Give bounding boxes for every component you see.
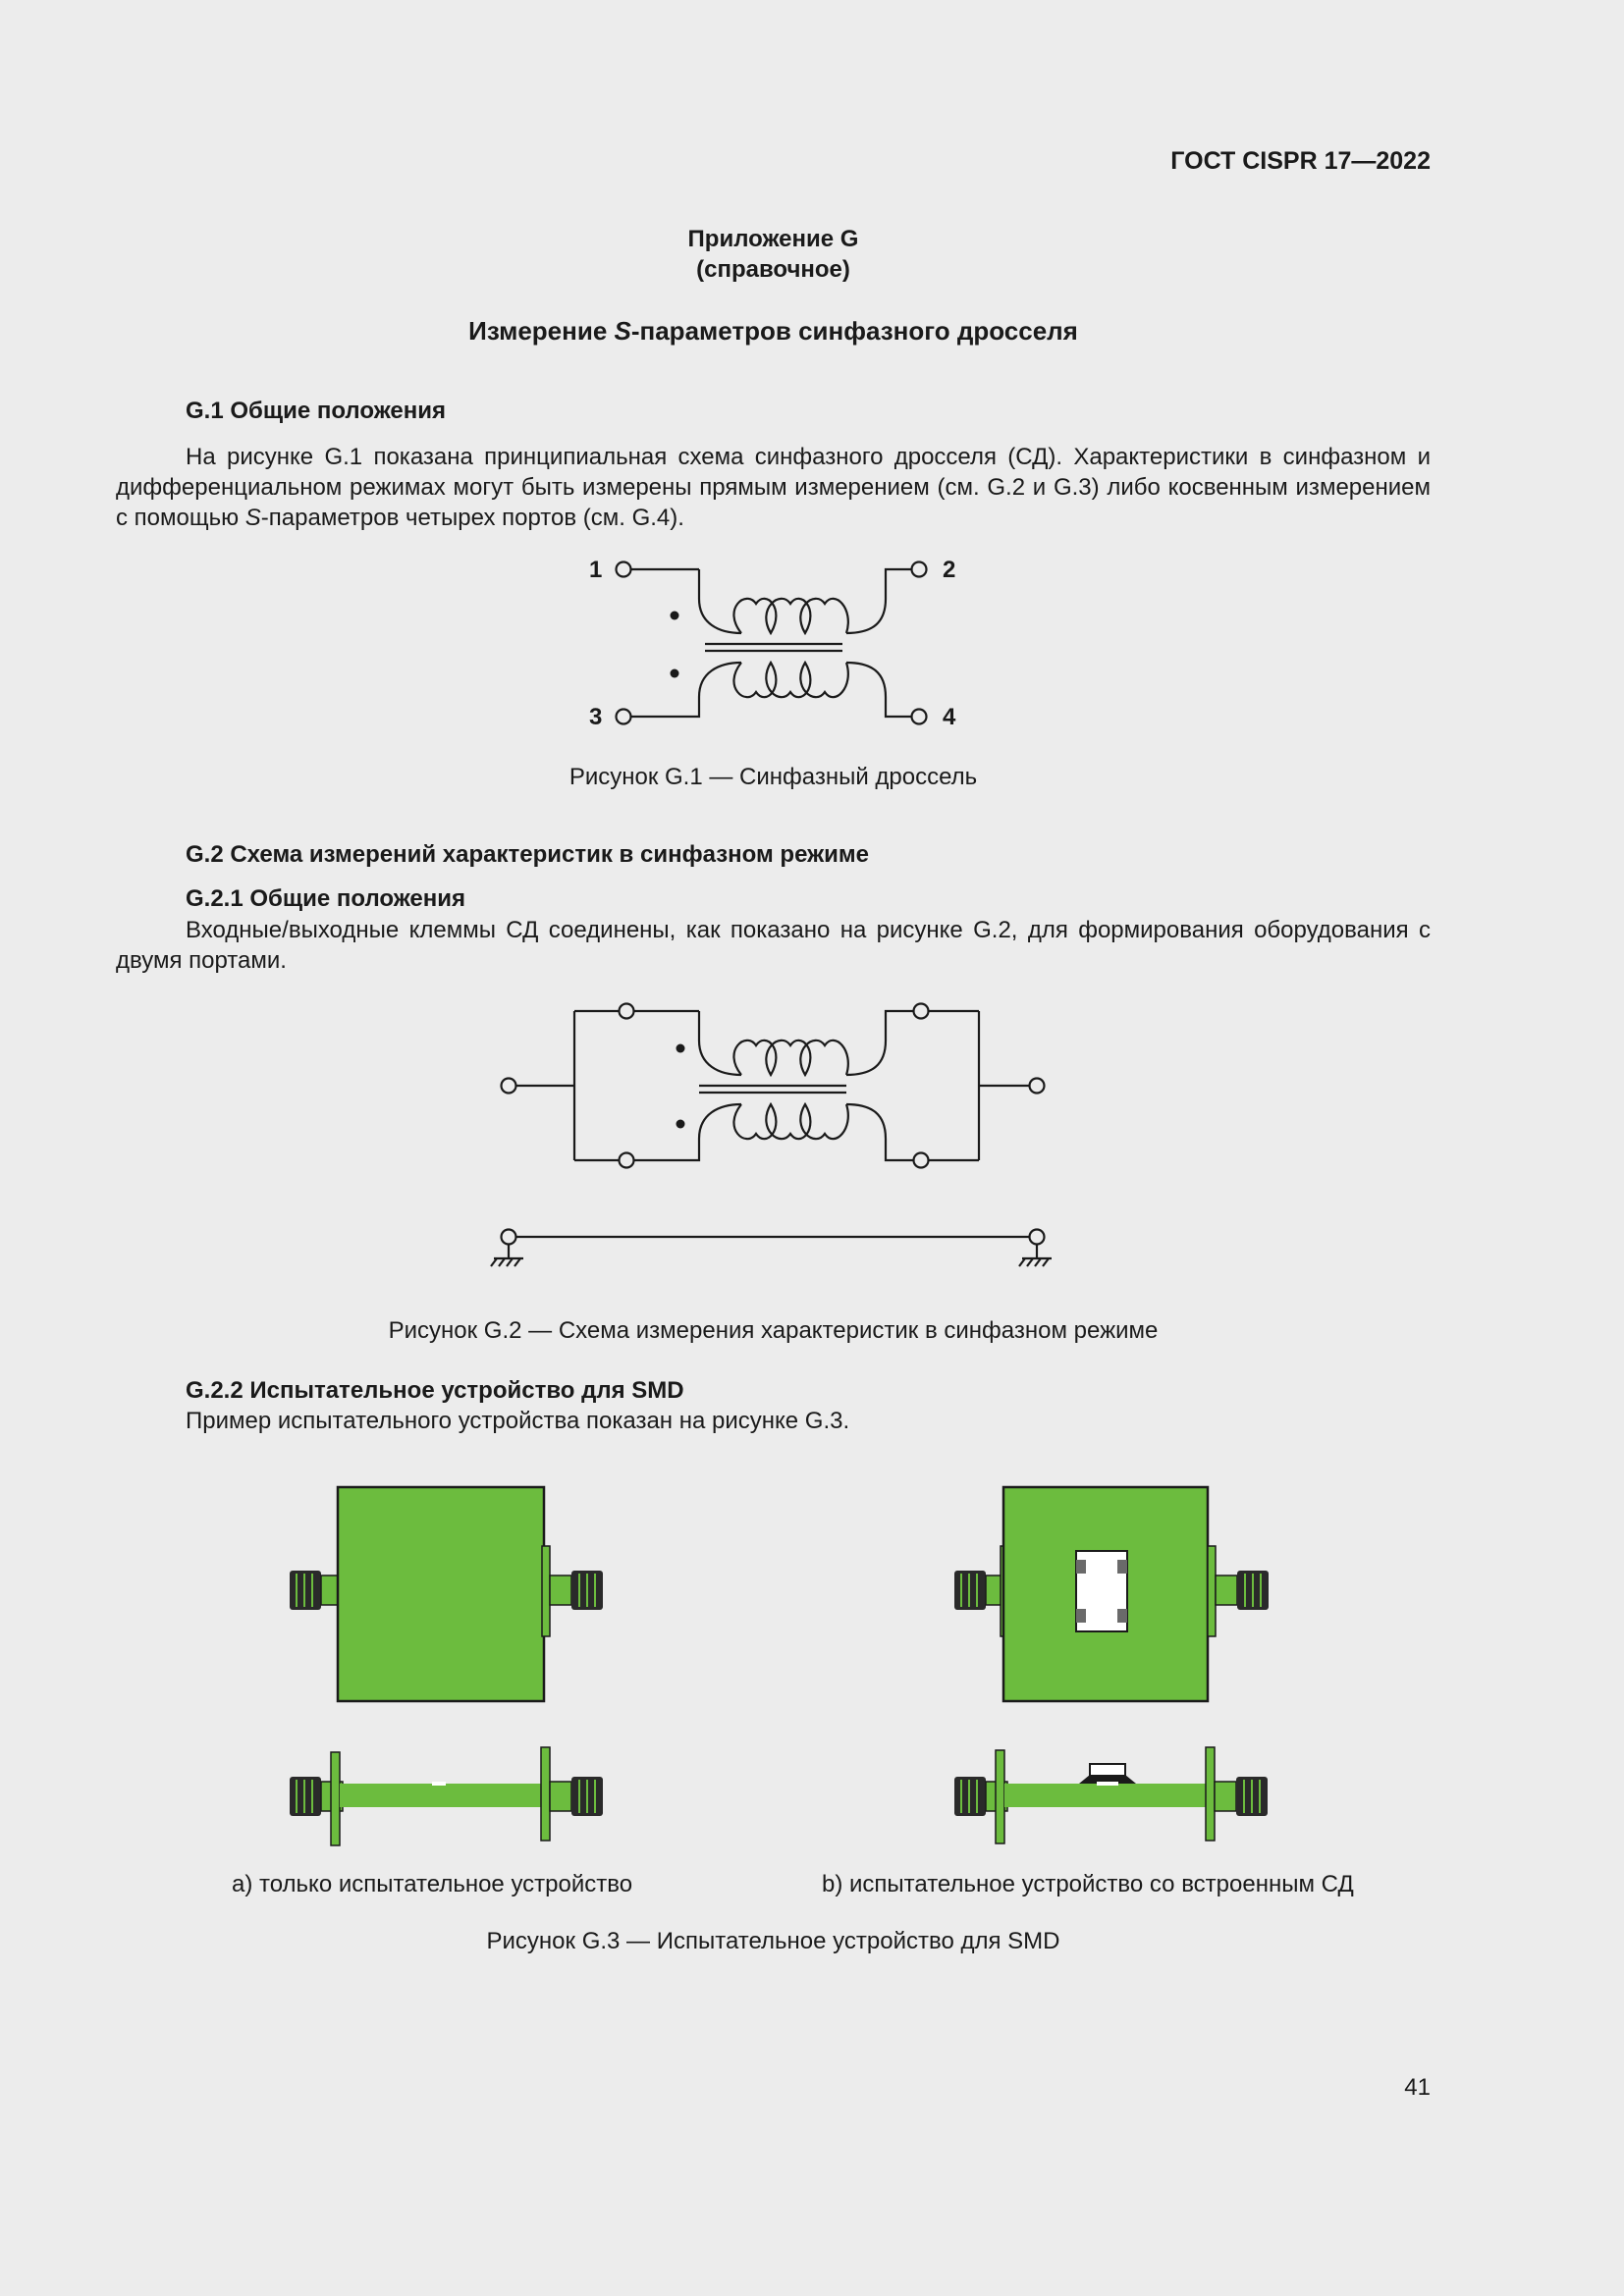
ground-terminal: [502, 1230, 516, 1245]
ground-icon: [1019, 1244, 1052, 1266]
figure-g3b-diagram: [949, 1477, 1273, 1850]
terminal-label: 3: [589, 704, 603, 730]
polarity-dot: [677, 1044, 685, 1053]
heading-g22: G.2.2 Испытательное устройство для SMD: [186, 1377, 684, 1404]
main-title-s: S: [614, 316, 631, 346]
polarity-dot: [677, 1120, 685, 1129]
test-board-side: [290, 1747, 603, 1845]
paragraph-g1-part: -параметров четырех портов (см. G.4).: [260, 505, 684, 531]
annex-subtitle: (справочное): [696, 256, 850, 283]
paragraph-g21: Входные/выходные клеммы СД соединены, как показано на рисунке G.2, для формирования оборудования с двумя портами.: [116, 917, 1431, 974]
figure-g2-caption: Рисунок G.2 — Схема измерения характеристик в синфазном режиме: [388, 1317, 1159, 1344]
terminal: [620, 1153, 634, 1168]
sma-connector-left: [954, 1546, 1008, 1636]
test-board-top: [338, 1487, 544, 1701]
paragraph-g1-part: На рисунке G.1 показана принципиальная схема синфазного дросселя (СД). Характеристики в синфазном и дифференциальном режимах могут быть измерены прямым измерением (см. G.2 и G.3) либо косвенным измерением с помощью: [116, 444, 1431, 531]
terminal-label: 2: [943, 557, 956, 583]
figure-g1-diagram: [579, 550, 972, 736]
figure-g2-diagram: [491, 991, 1080, 1286]
port-terminal: [1030, 1079, 1045, 1094]
figure-g3b-label: b) испытательное устройство со встроенным СД: [822, 1871, 1354, 1897]
figure-g3a-diagram: [285, 1477, 609, 1850]
terminal-1: [617, 562, 631, 577]
test-board-side: [954, 1747, 1268, 1843]
terminal-4: [912, 710, 927, 724]
heading-g1: G.1 Общие положения: [186, 398, 446, 424]
paragraph-g1: [116, 442, 1431, 533]
figure-g3a-label: a) только испытательное устройство: [232, 1871, 633, 1897]
port-terminal: [502, 1079, 516, 1094]
heading-g21: G.2.1 Общие положения: [186, 885, 466, 912]
common-mode-choke-smd: [1076, 1551, 1127, 1631]
paragraph-g1-s: S: [244, 505, 261, 531]
terminal: [914, 1004, 929, 1019]
main-title: [0, 316, 1546, 347]
main-title-part: Измерение: [468, 316, 615, 346]
terminal: [914, 1153, 929, 1168]
document-header: ГОСТ CISPR 17—2022: [1170, 147, 1431, 175]
sma-connector-right: [542, 1546, 603, 1636]
ground-terminal: [1030, 1230, 1045, 1245]
terminal-label: 1: [589, 557, 603, 583]
main-title-part: -параметров синфазного дросселя: [630, 316, 1078, 346]
polarity-dot: [671, 669, 679, 678]
terminal-3: [617, 710, 631, 724]
paragraph-g22: Пример испытательного устройства показан на рисунке G.3.: [186, 1408, 850, 1434]
ground-icon: [491, 1244, 523, 1266]
terminal: [620, 1004, 634, 1019]
figure-g1-caption: Рисунок G.1 — Синфазный дроссель: [568, 764, 978, 790]
terminal-2: [912, 562, 927, 577]
sma-connector-right: [1208, 1546, 1269, 1636]
heading-g2: G.2 Схема измерений характеристик в синфазном режиме: [186, 841, 869, 868]
page-number: 41: [1404, 2074, 1431, 2101]
polarity-dot: [671, 612, 679, 620]
terminal-label: 4: [943, 704, 956, 730]
annex-title: Приложение G: [687, 226, 859, 252]
figure-g3-caption: Рисунок G.3 — Испытательное устройство для SMD: [486, 1928, 1060, 1954]
